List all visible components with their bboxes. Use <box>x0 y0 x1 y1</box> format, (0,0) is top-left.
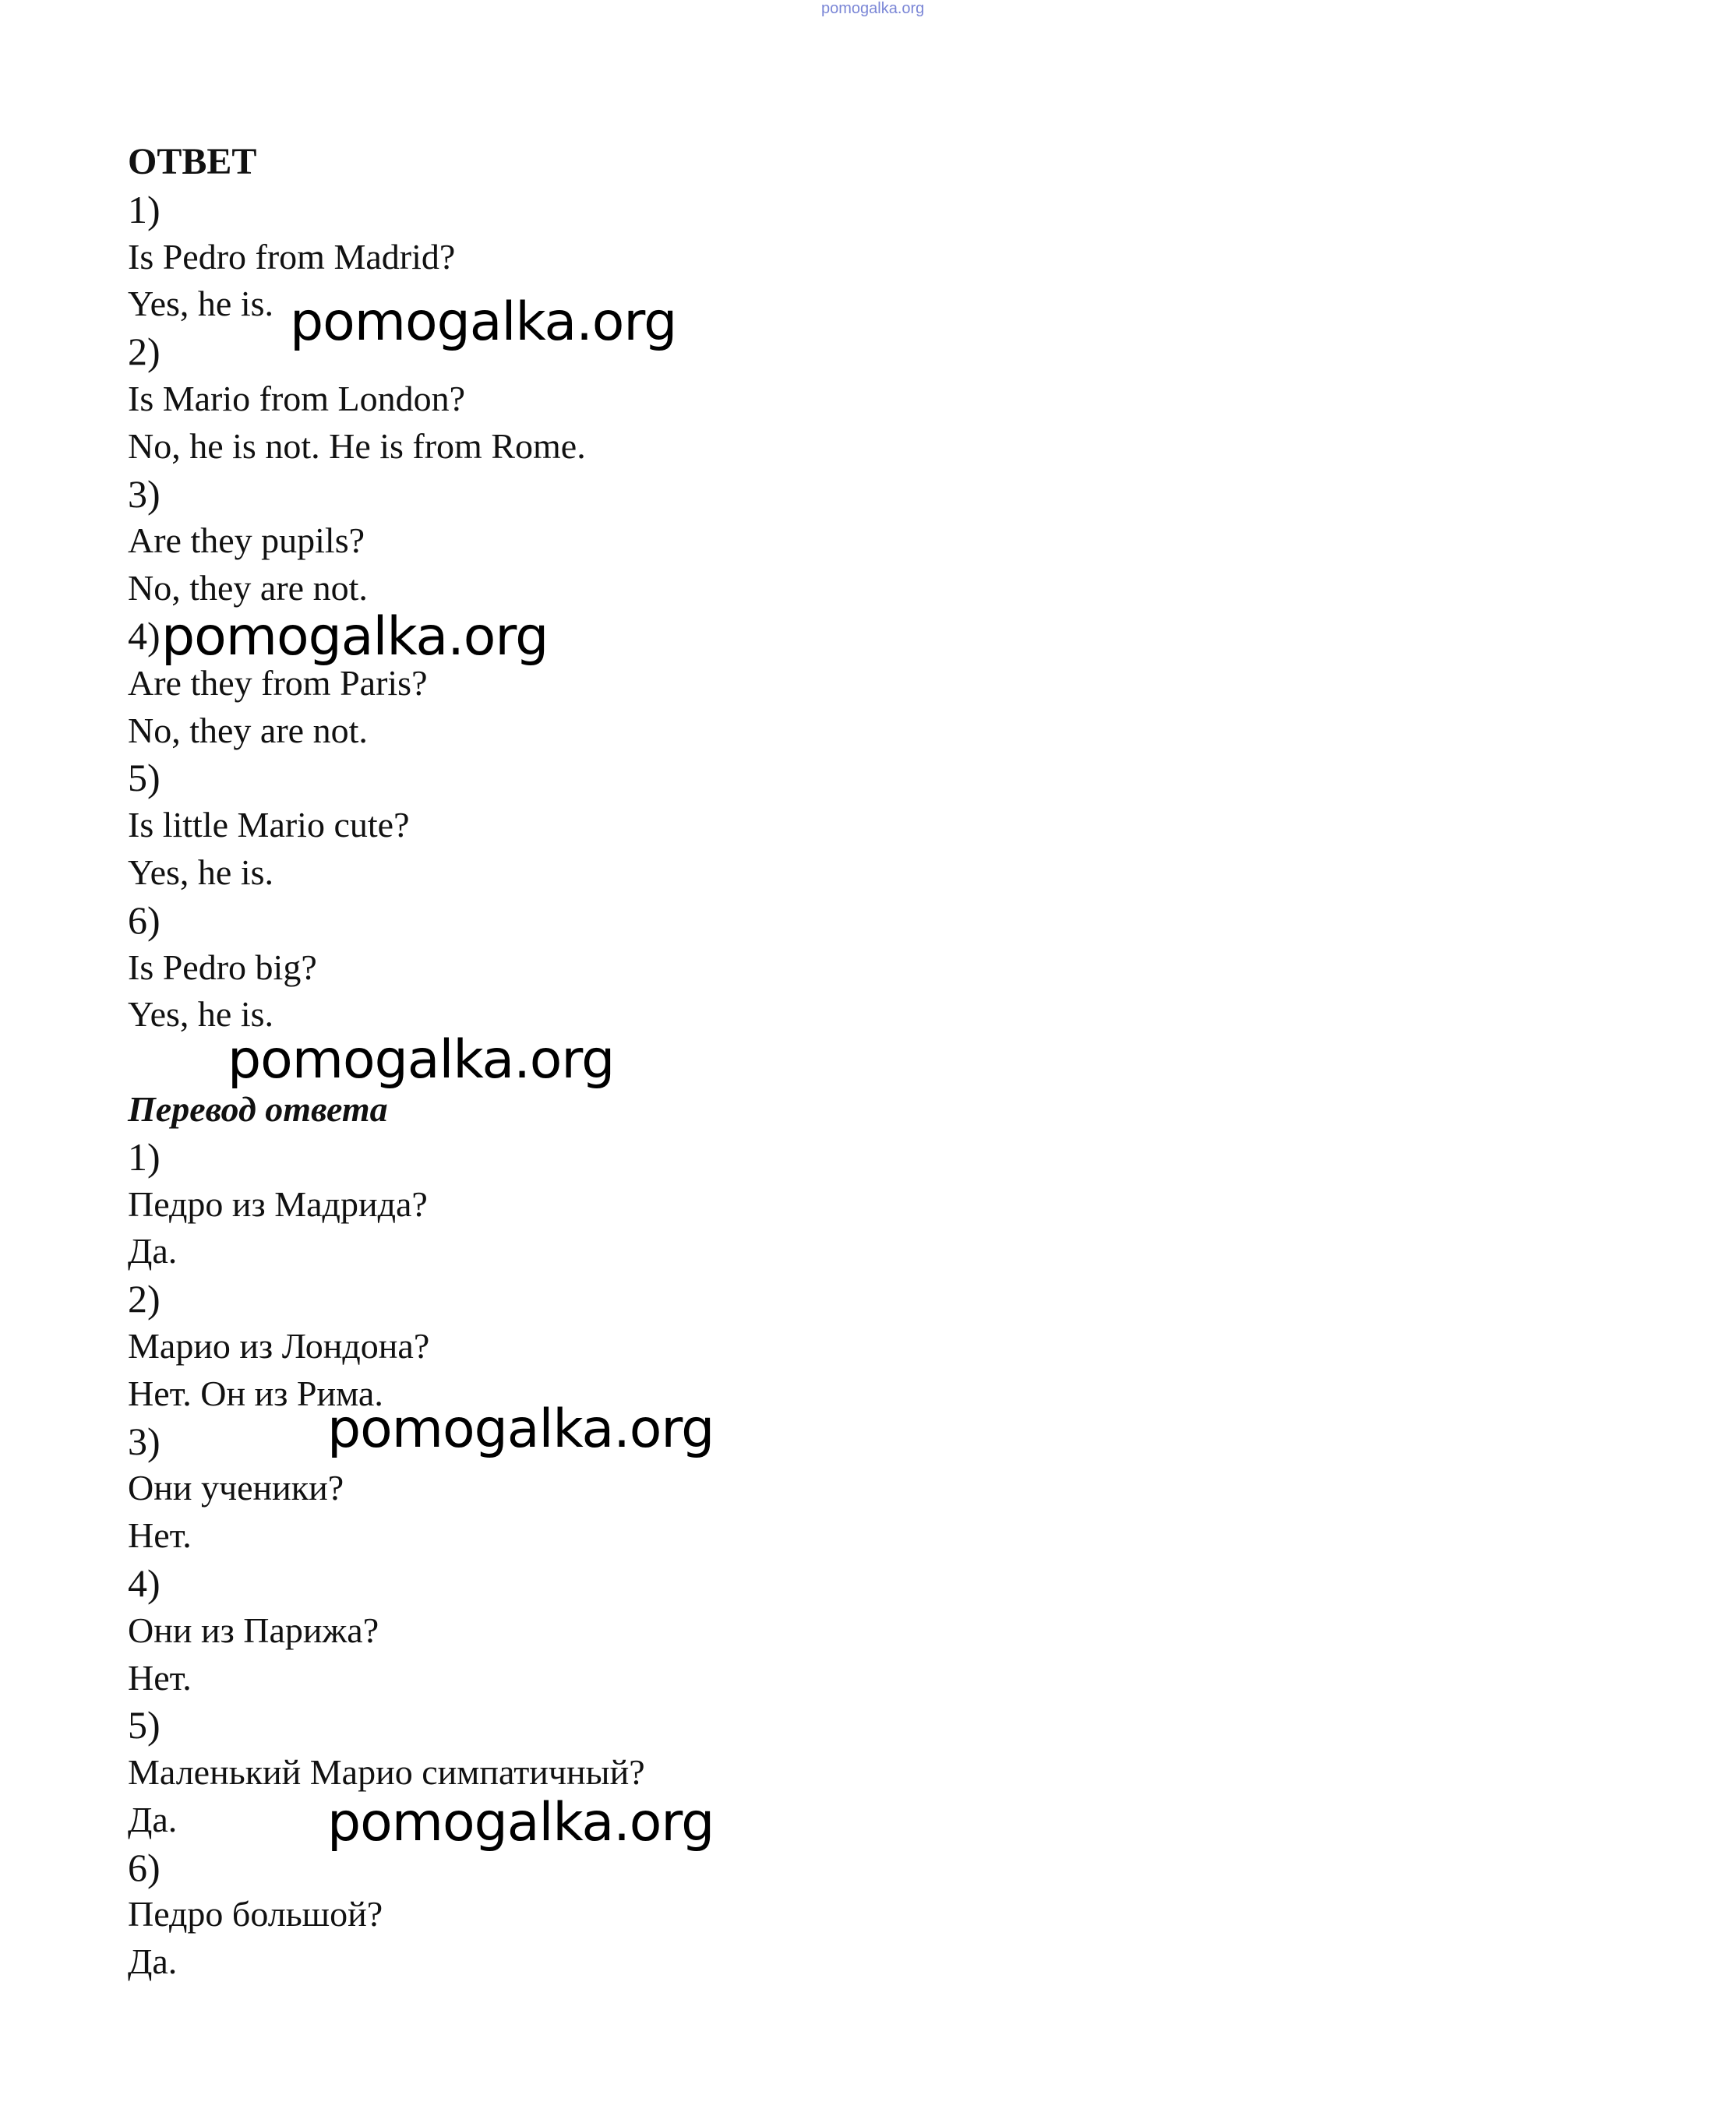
answer-reply: No, he is not. He is from Rome. <box>128 425 586 466</box>
translation-question: Марио из Лондона? <box>128 1325 430 1366</box>
translation-item-number: 1) <box>128 1134 161 1179</box>
translation-item-number: 6) <box>128 1845 161 1889</box>
header-watermark: pomogalka.org <box>821 0 925 17</box>
translation-question: Маленький Марио симпатичный? <box>128 1752 645 1793</box>
translation-reply: Нет. <box>128 1515 192 1556</box>
answer-item-number: 3) <box>128 471 161 516</box>
translation-reply: Да. <box>128 1799 178 1839</box>
watermark: pomogalka.org <box>161 606 549 668</box>
translation-question: Педро из Мадрида? <box>128 1183 428 1224</box>
answer-question: Is Pedro from Madrid? <box>128 236 456 277</box>
answer-question: Is little Mario cute? <box>128 805 410 845</box>
answer-reply: No, they are not. <box>128 710 368 750</box>
answer-question: Is Mario from London? <box>128 378 466 418</box>
answer-item-number: 2) <box>128 330 161 374</box>
translation-item-number: 3) <box>128 1419 161 1463</box>
answer-reply: No, they are not. <box>128 568 368 608</box>
answer-reply: Yes, he is. <box>128 994 274 1035</box>
answer-item-number: 1) <box>128 187 161 231</box>
watermark: pomogalka.org <box>228 1029 615 1091</box>
answer-reply: Yes, he is. <box>128 284 274 324</box>
answer-question: Are they from Paris? <box>128 662 428 703</box>
watermark: pomogalka.org <box>327 1792 715 1853</box>
translation-question: Они ученики? <box>128 1468 344 1508</box>
answer-heading: ОТВЕТ <box>128 141 257 182</box>
answer-question: Are they pupils? <box>128 520 365 561</box>
translation-reply: Да. <box>128 1941 178 1982</box>
translation-item-number: 5) <box>128 1703 161 1747</box>
translation-reply: Нет. Он из Рима. <box>128 1373 383 1413</box>
translation-heading: Перевод ответа <box>128 1088 388 1129</box>
answer-item-number: 5) <box>128 756 161 800</box>
watermark: pomogalka.org <box>290 291 677 353</box>
translation-reply: Да. <box>128 1231 178 1271</box>
answer-item-number: 6) <box>128 898 161 942</box>
translation-item-number: 4) <box>128 1561 161 1605</box>
answer-item-number: 4) <box>128 613 161 658</box>
translation-item-number: 2) <box>128 1277 161 1321</box>
answer-question: Is Pedro big? <box>128 947 317 987</box>
translation-question: Педро большой? <box>128 1894 383 1934</box>
translation-reply: Нет. <box>128 1657 192 1698</box>
answer-reply: Yes, he is. <box>128 852 274 892</box>
watermark: pomogalka.org <box>327 1398 715 1460</box>
translation-question: Они из Парижа? <box>128 1610 379 1650</box>
